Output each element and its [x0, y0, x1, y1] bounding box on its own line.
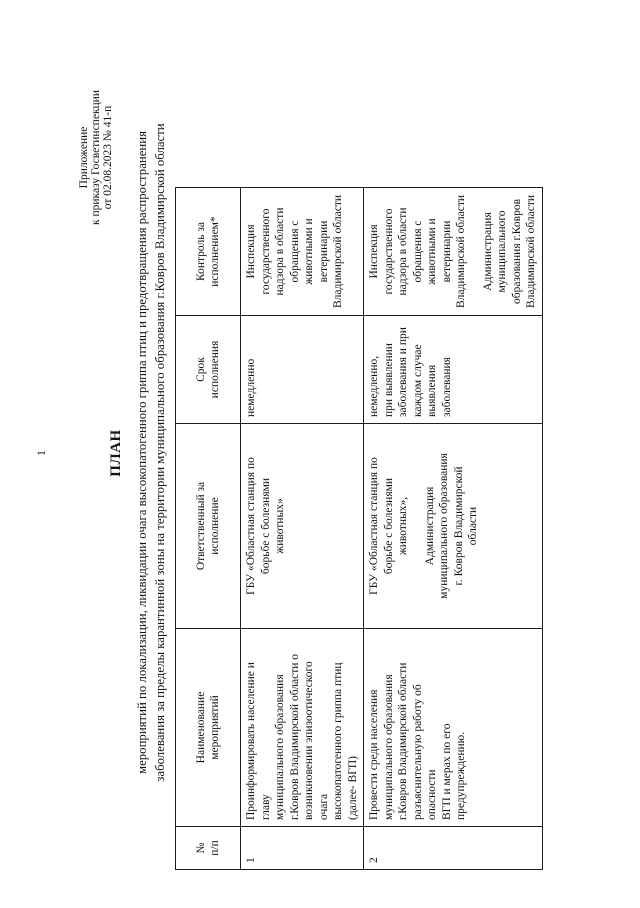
cell-text-line: государственного [259, 208, 272, 295]
table-row [241, 188, 364, 870]
cell-text-line: животными и [303, 218, 315, 285]
cell-text-line: образования г.Ковров [510, 198, 523, 305]
cell-text-line: Проинформировать население и главу [245, 662, 272, 820]
cell-spacer [469, 194, 481, 309]
row-number-cell: 1 [241, 827, 364, 870]
cell-text-line: муниципального [496, 210, 508, 293]
cell-text-line: области [467, 506, 479, 546]
document-subtitle [133, 25, 169, 880]
header-text: Срок [194, 357, 207, 382]
deadline-cell [241, 316, 364, 424]
cell-text-line: немедленно [245, 358, 257, 417]
cell-text-line: (далее- ВГП) [346, 756, 359, 820]
cell-text-line: высокопатогенного гриппа птиц [332, 662, 344, 820]
cell-text-line: обращения с [411, 220, 424, 283]
cell-text-line: Владимирской области [455, 194, 467, 309]
cell-text-line: г.Ковров Владимирской области о [288, 653, 301, 820]
cell-text-line: Владимирской области [332, 194, 344, 309]
cell-text-line: разъяснительную работу об опасности [411, 684, 438, 820]
cell-text-line: животных» [274, 498, 286, 554]
table-row [364, 188, 543, 870]
cell-text-line: выявления [426, 364, 438, 417]
cell-text-line: Администрация [481, 212, 494, 291]
cell-text-line: надзора в области [274, 207, 286, 296]
appendix-line: к приказу Госветинспекции [90, 90, 102, 225]
cell-text-line: заболевания и при [397, 327, 409, 417]
header-responsible [176, 424, 241, 629]
cell-text-line: ГБУ «Областная станция по [368, 457, 380, 595]
measure-name-cell [364, 629, 543, 827]
page-number: 1 [34, 450, 48, 456]
header-num [176, 827, 241, 870]
cell-text-line: обращения с [288, 220, 301, 283]
cell-text-line: государственного [382, 208, 395, 295]
cell-text-line: муниципального образования [382, 674, 395, 820]
subtitle-line: мероприятий по локализации, ликвидации очага высокопатогенного гриппа птиц и предотвращения распространения [135, 131, 149, 774]
table-header-row [176, 188, 241, 870]
responsible-cell [241, 424, 364, 629]
cell-text-line: заболевания [440, 357, 453, 417]
cell-text-line: животными и [426, 218, 438, 285]
header-name [176, 629, 241, 827]
responsible-cell [364, 424, 543, 629]
cell-text-line: при выявлении [382, 343, 395, 417]
header-text: Контроль за [194, 221, 207, 282]
document-title: ПЛАН [108, 429, 124, 477]
cell-text-line: немедленно, [368, 355, 380, 417]
cell-text-line: Инспекция [245, 224, 257, 279]
cell-text-line: муниципального образования [438, 453, 450, 599]
header-deadline [176, 316, 241, 424]
row-number-cell: 2 [364, 827, 543, 870]
cell-text-line: ВГП и мерах по его предупреждению. [440, 723, 467, 820]
control-cell [364, 188, 543, 316]
cell-text-line: Администрация [423, 486, 436, 566]
cell-text-line: ветеринарии [440, 220, 453, 283]
plan-table [175, 187, 543, 870]
header-text: исполнение [209, 497, 221, 555]
measure-name-cell [241, 629, 364, 827]
control-cell [241, 188, 364, 316]
cell-text-line [411, 430, 423, 622]
header-text: мероприятий [209, 695, 221, 760]
deadline-cell [364, 316, 543, 424]
cell-text-line: надзора в области [397, 207, 409, 296]
subtitle-line: заболевания за пределы карантинной зоны на территории муниципального образования г.Ковров Владимирской области [153, 123, 167, 782]
appendix-line: Приложение [78, 126, 90, 189]
header-text: исполнения [209, 340, 221, 399]
header-text: Ответственный за [194, 481, 207, 571]
cell-text-line: ветеринарии [317, 220, 330, 283]
cell-text-line: каждом случае [411, 344, 424, 417]
header-text: Наименование [194, 691, 207, 764]
header-text: п/п [209, 840, 221, 856]
cell-text-line: борьбе с болезнями [259, 477, 272, 575]
appendix-line: от 02.08.2023 № 41-п [102, 105, 114, 210]
cell-text-line: Инспекция [368, 224, 380, 279]
cell-text-line: г.Ковров Владимирской области [397, 662, 409, 820]
cell-text-line: г. Ковров Владимирской [452, 466, 465, 586]
header-control [176, 188, 241, 316]
header-text: исполнением* [209, 216, 221, 287]
header-text: № [194, 842, 207, 854]
cell-text-line: Провести среди населения [368, 689, 380, 820]
cell-text-line: ГБУ «Областная станция по [245, 457, 257, 595]
cell-text-line: муниципального образования [274, 674, 286, 820]
cell-text-line: борьбе с болезнями [382, 477, 395, 575]
cell-text-line: возникновении эпизоотического очага [303, 661, 330, 820]
cell-text-line: животных», [397, 496, 409, 556]
cell-text-line: Владимирской области [525, 194, 537, 309]
